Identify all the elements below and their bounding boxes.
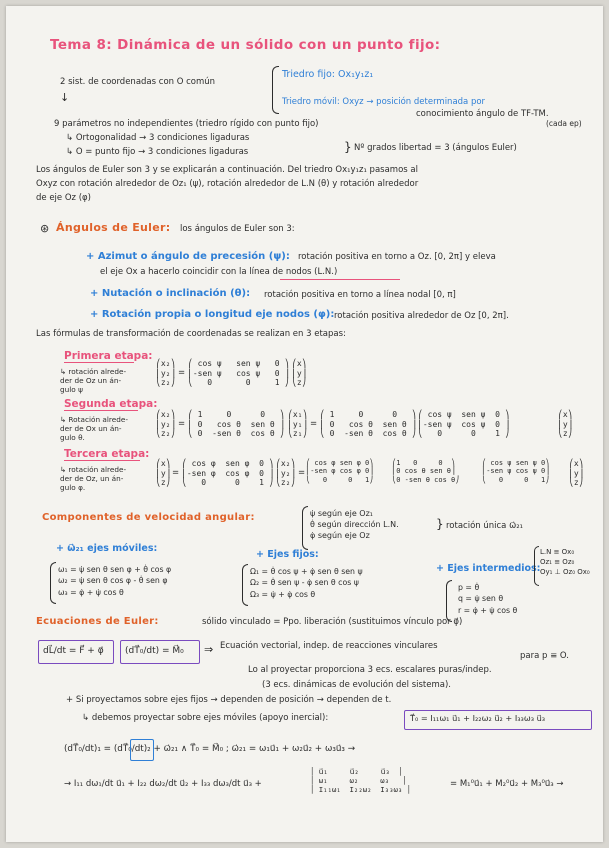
- implies-arrow: ⇒: [204, 643, 214, 656]
- determinant: │ u⃗₁ u⃗₂ u⃗₃ │ │ ω₁ ω₂ ω₃ │ │ I₁₁ω₁ I₂₂ω₂ I₃₃ω₃ │: [310, 767, 412, 794]
- eq-sign-3: =: [310, 419, 318, 429]
- euler-eq-heading: Ecuaciones de Euler:: [36, 616, 159, 627]
- vector-eq: Ecuación vectorial, indep. de reacciones vinculares: [220, 641, 438, 651]
- second-stage-desc: ↳ Rotación alrede- der de Ox un án- gulo θ.: [60, 415, 129, 442]
- spin-text: rotación positiva alrededor de Oz [0, 2π].: [334, 311, 509, 321]
- third-matrix: ⎛ cos φ sen φ 0 ⎞ ⎜-sen φ cos φ 0 ⎟ ⎝ 0 0 1 ⎠: [182, 459, 274, 488]
- third-stage-label: Tercera etapa:: [64, 448, 150, 460]
- notes-page: [6, 6, 603, 842]
- second-rhs: ⎛x⎞ ⎜y⎟ ⎝z⎠: [558, 410, 573, 439]
- moving-triad: Triedro móvil: Oxyz → posición determinada por: [282, 97, 486, 107]
- third-lhs: ⎛x⎞ ⎜y⎟ ⎝z⎠: [156, 459, 171, 488]
- angular-heading: Componentes de velocidad angular:: [42, 512, 255, 523]
- third-matrix-d: ⎛ cos ψ sen ψ 0⎞ ⎜-sen ψ cos ψ 0⎟ ⎝ 0 0 1⎠: [482, 459, 550, 484]
- t0-eq: T⃗₀ = I₁₁ω₁ u⃗₁ + I₂₂ω₂ u⃗₂ + I₃₃ω₃ u⃗₃: [410, 713, 546, 723]
- bullet-icon: ⊛: [40, 222, 50, 235]
- second-stage-underline: [64, 410, 138, 411]
- spin-label: + Rotación propia o longitud eje nodos (φ):: [90, 309, 335, 320]
- intermediate-eqs-brace: [446, 580, 452, 622]
- deriv-line: (dT⃗₀/dt)₁ = (dT⃗₀/dt)₂ + ω⃗₂₁ ∧ T⃗₀ = M⃗₀ ; ω⃗₂₁ = ω₁u⃗₁ + ω₂u⃗₂ + ω₃u⃗₃ →: [64, 744, 356, 754]
- single-rotation: rotación única ω⃗₂₁: [446, 521, 524, 531]
- first-lhs: ⎛x₂⎞ ⎜y₂⎟ ⎝z₂⎠: [156, 359, 176, 388]
- intermediate-label: + Ejes intermedios:: [436, 563, 541, 574]
- first-stage-desc: ↳ rotación alrede- der de Oz un án- gulo ψ: [60, 367, 127, 394]
- precession-text: rotación positiva en torno a Oz. [0, 2π] y eleva: [298, 252, 496, 262]
- moving-axes-line: ↳ debemos proyectar sobre ejes móviles (apoyo inercial):: [82, 713, 329, 723]
- intermediate-eqs: p = θ̇ q = ψ̇ sen θ r = φ̇ + ψ̇ cos θ: [458, 583, 518, 615]
- fixed-point-line: ↳ O = punto fijo → 3 condiciones ligaduras: [66, 147, 249, 157]
- for-p: para p ≡ O.: [520, 651, 569, 661]
- fixed-axes-eqs: Ω₁ = θ̇ cos ψ + φ̇ sen θ sen ψ Ω₂ = θ̇ sen ψ - φ̇ sen θ cos ψ Ω₃ = ψ̇ + φ̇ cos θ: [250, 567, 363, 599]
- second-matrix: ⎛ 1 0 0 ⎞ ⎜ 0 cos θ sen θ ⎟ ⎝ 0 -sen θ cos θ ⎠: [188, 410, 285, 439]
- dof-line: Nº grados libertad = 3 (ángulos Euler): [354, 143, 517, 153]
- fixed-axes-brace: [242, 564, 248, 606]
- nodes-underline: [280, 279, 400, 280]
- second-matrix-b: ⎛ 1 0 0 ⎞ ⎜ 0 cos θ sen θ ⎟ ⎝ 0 -sen θ cos θ ⎠: [320, 410, 417, 439]
- nutation-text: rotación positiva en torno a línea nodal [0, π]: [264, 290, 456, 300]
- third-matrix-c: ⎛1 0 0 ⎞ ⎜0 cos θ sen θ⎟ ⎝0 -sen θ cos θ⎠: [392, 459, 460, 484]
- precession-text-2: el eje Ox a hacerlo coincidir con la línea de nodos (L.N.): [100, 267, 338, 277]
- second-lhs: ⎛x₂⎞ ⎜y₂⎟ ⎝z₂⎠: [156, 410, 176, 439]
- precession-label: + Azimut o ángulo de precesión (ψ):: [86, 251, 290, 262]
- second-stage-label: Segunda etapa:: [64, 398, 158, 410]
- eq-sign-1: =: [178, 368, 186, 378]
- ortho-brace: }: [344, 140, 352, 154]
- fixed-axes-label: + Ejes fijos:: [256, 549, 319, 560]
- last-line-b: = M₁⁰u⃗₁ + M₂⁰u⃗₂ + M₃⁰u⃗₃ →: [450, 779, 564, 789]
- euler-text-3: de eje Oz (φ): [36, 193, 91, 203]
- moving-axes-label: + ω⃗₂₁ ejes móviles:: [56, 543, 158, 554]
- each-note: (cada ep): [546, 119, 582, 128]
- eq-sign-2: =: [178, 419, 186, 429]
- project-line: Lo al proyectar proporciona 3 ecs. escalares puras/indep.: [248, 665, 492, 675]
- params-line: 9 parámetros no independientes (triedro rígido con punto fijo): [54, 119, 319, 129]
- second-mid: ⎛x₁⎞ ⎜y₁⎟ ⎝z₁⎠: [288, 410, 308, 439]
- euler-text-1: Los ángulos de Euler son 3 y se explicarán a continuación. Del triedro Ox₁y₁z₁ pasamos al: [36, 165, 418, 175]
- components-close-brace: }: [436, 517, 444, 531]
- angular-components: ψ̇ según eje Oz₁ θ̇ según dirección L.N. φ̇ según eje Oz: [310, 509, 399, 541]
- euler-heading-rest: los ángulos de Euler son 3:: [180, 224, 295, 234]
- nutation-label: + Nutación o inclinación (θ):: [90, 288, 251, 299]
- first-stage-label: Primera etapa:: [64, 350, 153, 362]
- page-title: Tema 8: Dinámica de un sólido con un punto fijo:: [50, 37, 441, 53]
- third-stage-underline: [64, 460, 140, 461]
- last-line-a: → I₁₁ dω₁/dt u⃗₁ + I₂₂ dω₂/dt u⃗₂ + I₃₃ dω₃/dt u⃗₃ +: [64, 779, 262, 789]
- ortho-line: ↳ Ortogonalidad → 3 condiciones ligaduras: [66, 133, 250, 143]
- euler-heading: Ángulos de Euler:: [56, 221, 171, 234]
- third-rhs: ⎛x⎞ ⎜y⎟ ⎝z⎠: [569, 459, 584, 488]
- triad-brace: [272, 66, 279, 114]
- first-stage-underline: [64, 362, 134, 363]
- moving-axes-brace: [50, 562, 56, 604]
- intermediate-axes: L.N ≡ Ox₀ Oz₁ ≡ Oz₀ Oy₁ ⊥ Oz₀ Ox₀: [540, 548, 590, 577]
- eq-sign-5: =: [298, 468, 306, 478]
- second-matrix-c: ⎛ cos ψ sen ψ 0 ⎞ ⎜-sen ψ cos ψ 0 ⎟ ⎝ 0 0 1 ⎠: [418, 410, 510, 439]
- first-rhs: ⎛x⎞ ⎜y⎟ ⎝z⎠: [292, 359, 307, 388]
- transform-text: Las fórmulas de transformación de coordenadas se realizan en 3 etapas:: [36, 329, 346, 339]
- torque-underline: [130, 739, 154, 761]
- dynamic-line: (3 ecs. dinámicas de evolución del sistema).: [262, 680, 452, 690]
- eq-sign-4: =: [172, 468, 180, 478]
- third-matrix-b: ⎛ cos φ sen φ 0⎞ ⎜-sen φ cos φ 0⎟ ⎝ 0 0 1⎠: [306, 459, 374, 484]
- moving-note: conocimiento ángulo de TF-TM.: [416, 109, 549, 119]
- first-matrix: ⎛ cos ψ sen ψ 0 ⎞ ⎜-sen ψ cos ψ 0 ⎟ ⎝ 0 0 1 ⎠: [188, 359, 290, 388]
- down-arrow: ↓: [60, 91, 70, 104]
- intermediate-axes-brace: [534, 546, 539, 586]
- euler-text-2: Oxyz con rotación alrededor de Oz₁ (ψ), rotación alrededor de L.N (θ) y rotación alrededor: [36, 179, 419, 189]
- fixed-triad: Triedro fijo: Ox₁y₁z₁: [282, 69, 374, 80]
- components-brace: [302, 506, 308, 550]
- third-mid: ⎛x₂⎞ ⎜y₂⎟ ⎝z₂⎠: [276, 459, 296, 488]
- third-stage-desc: ↳ rotación alrede- der de Oz, un án- gulo φ.: [60, 465, 127, 492]
- box-momentum-eq: dL⃗/dt = F⃗ + φ⃗: [43, 646, 104, 656]
- euler-eq-heading-rest: sólido vinculado = Ppo. liberación (sustituimos vínculo por φ⃗): [202, 617, 463, 627]
- intro-line-1: 2 sist. de coordenadas con O común: [60, 77, 216, 87]
- box-torque-eq: (dT⃗₀/dt) = M⃗₀: [125, 646, 184, 656]
- fixed-axes-line: + Si proyectamos sobre ejes fijos → dependen de posición → dependen de t.: [66, 695, 392, 705]
- moving-axes-eqs: ω₁ = ψ̇ sen θ sen φ + θ̇ cos φ ω₂ = ψ̇ sen θ cos φ - θ̇ sen φ ω₃ = φ̇ + ψ̇ cos θ: [58, 565, 172, 597]
